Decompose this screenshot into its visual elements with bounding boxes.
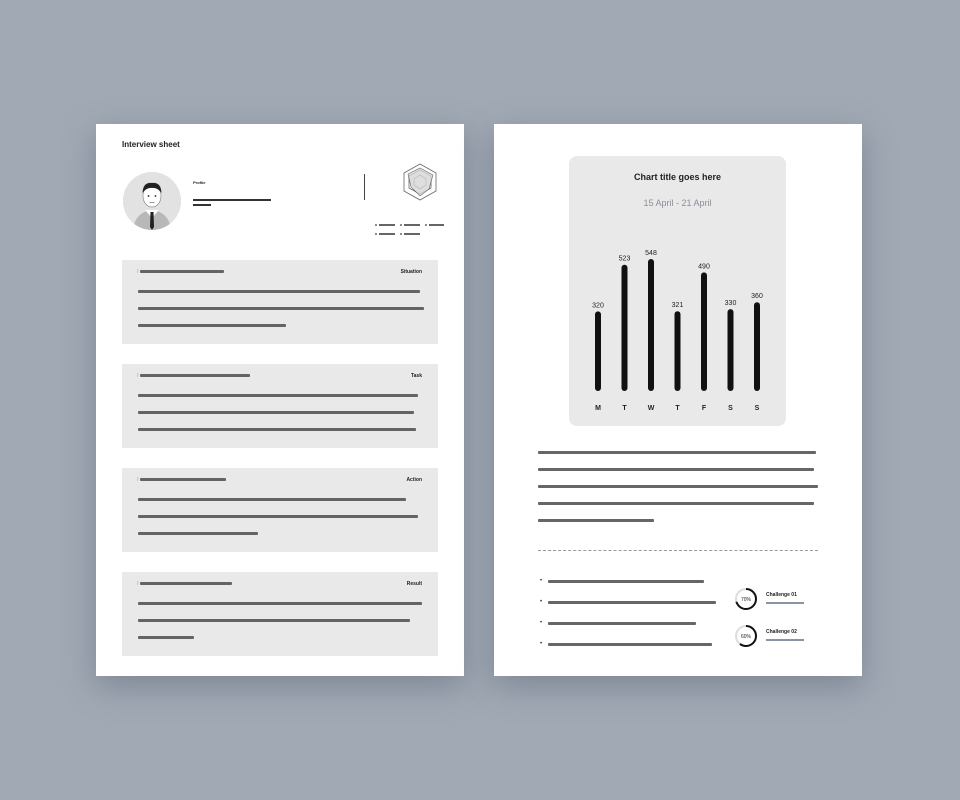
bar-value-label: 490 xyxy=(698,263,710,271)
section-question: 「 xyxy=(134,270,140,276)
bullet-text-line xyxy=(548,601,716,604)
text-line xyxy=(138,532,258,535)
question-text-line xyxy=(140,582,232,585)
x-tick-label: T xyxy=(622,405,627,412)
section-tag: Result xyxy=(406,581,422,587)
bar-value-label: 360 xyxy=(751,293,763,301)
bar-value-label: 320 xyxy=(592,302,604,310)
dashed-divider xyxy=(538,550,818,551)
text-line xyxy=(138,411,414,414)
profile-line xyxy=(193,204,211,206)
body-text-line xyxy=(538,468,814,471)
challenge-label: Challenge 02 xyxy=(766,629,797,635)
question-text-line xyxy=(140,374,250,377)
text-line xyxy=(138,619,410,622)
body-text-line xyxy=(538,519,654,522)
challenge-subtext-line xyxy=(766,602,804,604)
section-question: 「 xyxy=(134,582,140,588)
challenge-progress-ring xyxy=(734,624,758,648)
x-tick-label: M xyxy=(595,405,601,412)
x-tick-label: T xyxy=(675,405,680,412)
bar-chart-card xyxy=(569,156,786,426)
bar-value-label: 330 xyxy=(724,300,737,308)
section-tag: Situation xyxy=(400,269,422,275)
x-tick-label: W xyxy=(647,405,655,412)
section-tag: Task xyxy=(410,373,422,379)
bullet-dot: • xyxy=(540,599,543,605)
progress-percent: 60% xyxy=(740,634,752,640)
section-result xyxy=(122,572,438,656)
bullet-text-line xyxy=(548,622,696,625)
section-question: 「 xyxy=(134,374,140,380)
chart-title: Chart title goes here xyxy=(633,172,722,182)
section-question: 「 xyxy=(134,478,140,484)
x-tick-label: F xyxy=(701,405,707,412)
section-tag: Action xyxy=(406,477,422,483)
challenge-progress-ring xyxy=(734,587,758,611)
body-text-line xyxy=(538,451,816,454)
radar-graphic xyxy=(364,162,444,244)
bar-value-label: 548 xyxy=(645,250,657,257)
x-tick-label: S xyxy=(754,405,760,412)
question-text-line xyxy=(140,478,226,481)
text-line xyxy=(138,515,418,518)
sheet-title: Interview sheet xyxy=(122,140,180,149)
section-task xyxy=(122,364,438,448)
section-action xyxy=(122,468,438,552)
challenge-subtext-line xyxy=(766,639,804,641)
profile-line xyxy=(193,199,271,201)
bar-chart xyxy=(569,156,786,426)
bullet-dot: • xyxy=(540,578,543,584)
text-line xyxy=(138,602,422,605)
text-line xyxy=(138,394,418,397)
question-text-line xyxy=(140,270,224,273)
person-icon xyxy=(123,172,181,230)
text-line xyxy=(138,428,416,431)
skill-radar-chart xyxy=(364,162,444,244)
profile-label: Profile xyxy=(193,180,206,185)
section-situation xyxy=(122,260,438,344)
bullet-text-line xyxy=(548,580,704,583)
text-line xyxy=(138,307,424,310)
bar-value-label: 321 xyxy=(671,302,684,310)
profile-avatar xyxy=(123,172,181,230)
bullet-text-line xyxy=(548,643,712,646)
x-tick-label: S xyxy=(728,405,733,412)
bullet-dot: • xyxy=(540,620,543,626)
bullet-dot: • xyxy=(540,641,543,647)
chart-subtitle: 15 April - 21 April xyxy=(643,198,712,208)
body-text-line xyxy=(538,502,814,505)
text-line xyxy=(138,498,406,501)
text-line xyxy=(138,636,194,639)
chart-report-page xyxy=(494,124,862,676)
text-line xyxy=(138,324,286,327)
interview-sheet-page xyxy=(96,124,464,676)
bar-value-label: 523 xyxy=(618,255,631,263)
radar-axis-label xyxy=(364,174,365,200)
body-text-line xyxy=(538,485,818,488)
text-line xyxy=(138,290,420,293)
challenge-label: Challenge 01 xyxy=(766,592,797,598)
progress-percent: 70% xyxy=(740,597,752,603)
